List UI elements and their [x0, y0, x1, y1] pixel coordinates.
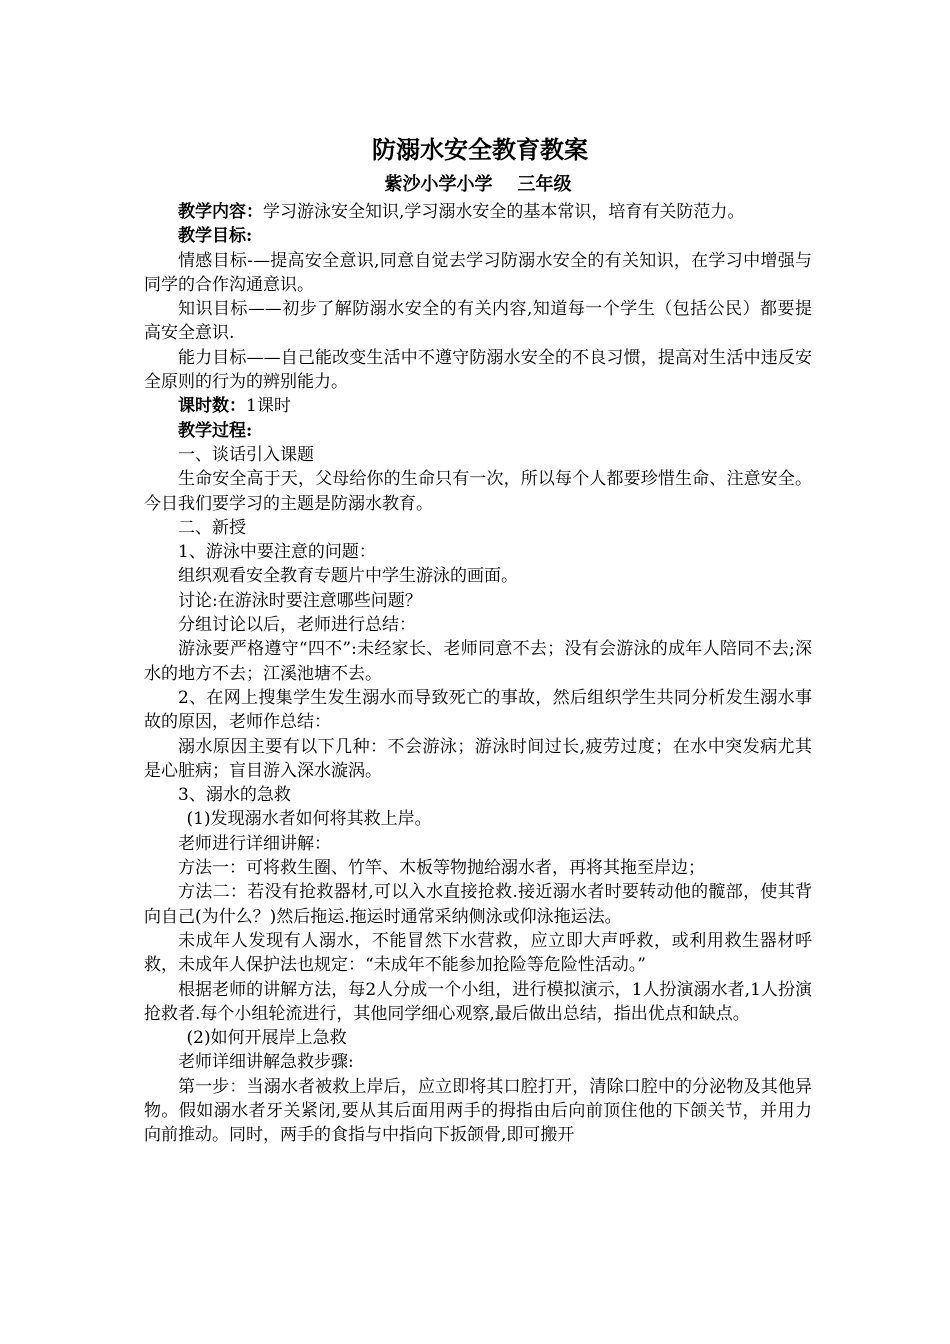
- document-subtitle: 紫沙小学小学 三年级: [384, 174, 572, 195]
- paragraph: 老师详细讲解急救步骤:: [178, 1052, 354, 1073]
- paragraph: 讨论:在游泳时要注意哪些问题？: [178, 590, 422, 611]
- paragraph: 第一步：当溺水者被救上岸后，应立即将其口腔打开，清除口腔中的分泌物及其他异物。假如溺水者牙关紧闭,要从其后面用两手的拇指由后向前顶住他的下颌关节，并用力向前推动。同时，两手的食指与中指向下扳颌骨,即可搬开: [144, 1076, 812, 1146]
- goal-knowledge: 知识目标——初步了解防溺水安全的有关内容,知道每一个学生（包括公民）都要提高安全意识.: [144, 299, 812, 344]
- paragraph: 2、在网上搜集学生发生溺水而导致死亡的事故，然后组织学生共同分析发生溺水事故的原因，老师作总结：: [144, 687, 812, 733]
- paragraph: 方法二：若没有抢救器材,可以入水直接抢救.接近溺水者时要转动他的髋部，使其背向自己(为什么？)然后拖运.拖运时通常采纳侧泳或仰泳拖运法。: [144, 882, 812, 927]
- document-body: [144, 132, 812, 1148]
- paragraph: 未成年人发现有人溺水，不能冒然下水营救，应立即大声呼救，或利用救生器材呼救，未成年人保护法也规定：“未成年不能参加抢险等危险性活动。”: [144, 930, 812, 976]
- class-hours-text: 1课时: [246, 396, 291, 417]
- paragraph: (2)如何开展岸上急救: [186, 1028, 347, 1049]
- paragraph: 分组讨论以后，老师进行总结：: [178, 615, 416, 636]
- paragraph: 组织观看安全教育专题片中学生游泳的画面。: [178, 566, 518, 587]
- paragraph: (1)发现溺水者如何将其救上岸。: [186, 809, 432, 830]
- section-new-heading: 二、新授: [178, 517, 246, 538]
- teaching-content: [144, 200, 812, 224]
- teaching-process-heading: [144, 419, 812, 443]
- paragraph: 老师进行详细讲解：: [178, 833, 331, 854]
- paragraph: 根据老师的讲解方法，每2人分成一个小组，进行模拟演示，1人扮演溺水者,1人扮演抢救者.每个小组轮流进行，其他同学细心观察,最后做出总结，指出优点和缺点。: [144, 979, 812, 1024]
- teaching-content-text: 学习游泳安全知识,学习溺水安全的基本常识，培育有关防范力。: [263, 202, 745, 222]
- teaching-content-label: 教学内容：: [178, 202, 263, 222]
- document-title: 防溺水安全教育教案: [372, 135, 588, 164]
- paragraph: 游泳要严格遵守“四不”:未经家长、老师同意不去；没有会游泳的成年人陪同不去;深水的地方不去；江溪池塘不去。: [144, 639, 812, 684]
- teaching-goals-label: 教学目标:: [178, 226, 253, 247]
- goal-emotion: 情感目标-—提高安全意识,同意自觉去学习防溺水安全的有关知识，在学习中增强与同学的合作沟通意识。: [144, 250, 812, 295]
- section-intro-heading: 一、谈话引入课题: [178, 444, 314, 465]
- paragraph: 方法一：可将救生圈、竹竿、木板等物抛给溺水者，再将其拖至岸边；: [178, 858, 705, 879]
- paragraph: 1、游泳中要注意的问题：: [178, 542, 376, 563]
- paragraph: 3、溺水的急救: [178, 785, 291, 806]
- paragraph: 溺水原因主要有以下几种：不会游泳；游泳时间过长,疲劳过度；在水中突发病尤其是心脏病；盲目游入深水漩涡。: [144, 736, 812, 781]
- class-hours: [144, 394, 812, 418]
- teaching-process-label: 教学过程:: [178, 420, 253, 441]
- teaching-goals-heading: [144, 224, 812, 248]
- paragraph: 生命安全高于天，父母给你的生命只有一次，所以每个人都要珍惜生命、注意安全。今日我们要学习的主题是防溺水教育。: [144, 469, 812, 514]
- goal-ability: 能力目标——自己能改变生活中不遵守防溺水安全的不良习惯，提高对生活中违反安全原则的行为的辨别能力。: [144, 347, 812, 393]
- class-hours-label: 课时数：: [178, 396, 246, 417]
